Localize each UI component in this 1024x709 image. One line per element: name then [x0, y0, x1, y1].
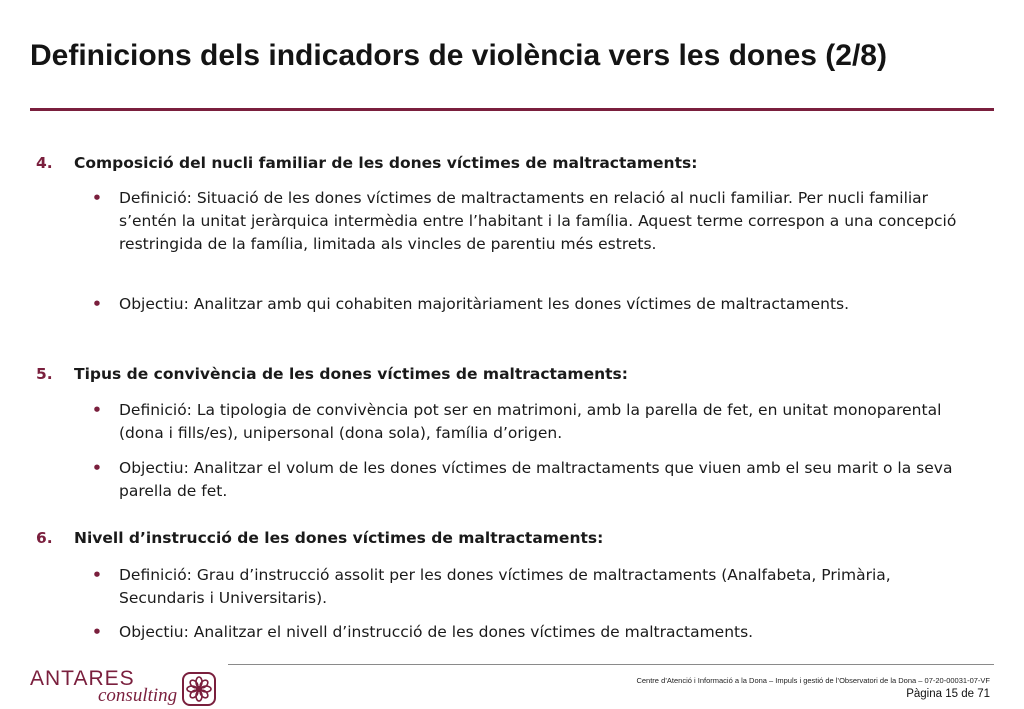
list-item [92, 621, 972, 644]
list-item [92, 399, 972, 445]
list-item [92, 187, 972, 256]
bullet-text: Objectiu: Analitzar amb qui cohabiten majoritàriament les dones víctimes de maltractaments. [119, 295, 850, 313]
bullet-icon: • [92, 189, 102, 207]
title-divider [30, 108, 994, 111]
section-number: 6. [36, 529, 53, 547]
footer-divider [228, 664, 994, 665]
bullet-icon: • [92, 401, 102, 419]
bullet-icon: • [92, 623, 102, 641]
bullet-text: Objectiu: Analitzar el volum de les dones víctimes de maltractaments que viuen amb el seu marit o la seva parella de fet. [119, 459, 953, 500]
list-item [92, 457, 972, 503]
bullet-text: Definició: Grau d’instrucció assolit per les dones víctimes de maltractaments (Analfabeta, Primària, Secundaris i Universitaris). [119, 566, 891, 607]
bullet-icon: • [92, 459, 102, 477]
logo-wordmark: ANTARES [30, 667, 135, 690]
section-title: Nivell d’instrucció de les dones víctimes de maltractaments: [74, 529, 604, 547]
section-title: Tipus de convivència de les dones víctimes de maltractaments: [74, 365, 628, 383]
footer-reference: Centre d’Atenció i Informació a la Dona – Impuls i gestió de l’Observatori de la Dona – 07-20-00031-07-VF [636, 676, 990, 685]
flower-emblem-icon [182, 672, 216, 706]
bullet-text: Objectiu: Analitzar el nivell d’instrucció de les dones víctimes de maltractaments. [119, 623, 754, 641]
list-item [92, 293, 972, 316]
bullet-text: Definició: Situació de les dones víctimes de maltractaments en relació al nucli familiar. Per nucli familiar s’entén la unitat jeràrquica intermèdia entre l’habitant i la família. Aquest terme correspon a una concepció restringida de la família, limitada als vincles de parentiu més estrets. [119, 189, 957, 253]
section-title: Composició del nucli familiar de les dones víctimes de maltractaments: [74, 154, 698, 172]
list-item [92, 564, 972, 610]
bullet-icon: • [92, 566, 102, 584]
section-number: 5. [36, 365, 53, 383]
section-heading-5 [36, 364, 628, 384]
bullet-icon: • [92, 295, 102, 313]
bullet-text: Definició: La tipologia de convivència pot ser en matrimoni, amb la parella de fet, en unitat monoparental (dona i fills/es), unipersonal (dona sola), família d’origen. [119, 401, 942, 442]
section-heading-4 [36, 153, 697, 173]
section-number: 4. [36, 154, 53, 172]
page-title: Definicions dels indicadors de violència vers les dones (2/8) [30, 39, 887, 72]
logo-tagline: consulting [98, 685, 178, 706]
section-heading-6 [36, 528, 603, 548]
page-number: Pàgina 15 de 71 [906, 688, 990, 700]
